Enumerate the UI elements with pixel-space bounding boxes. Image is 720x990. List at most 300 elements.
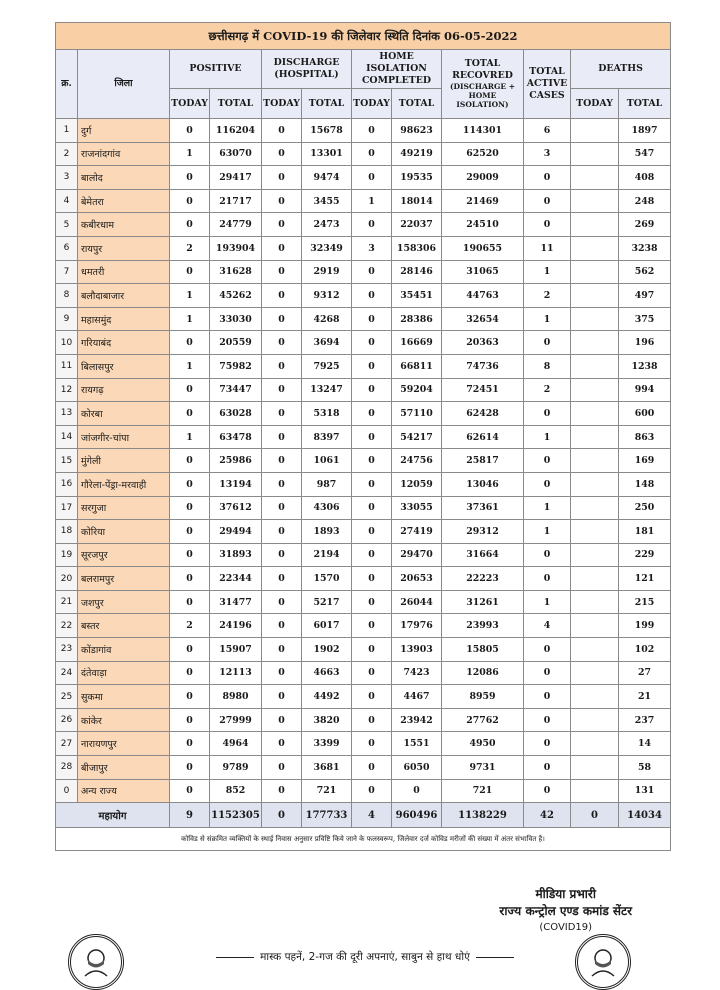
row-dis-total: 3820	[302, 708, 352, 732]
row-hi-total: 1551	[392, 732, 442, 756]
row-pos-total: 24779	[210, 213, 262, 237]
row-hi-today: 0	[352, 284, 392, 308]
subheader-total: TOTAL	[392, 89, 442, 119]
row-death-total: 3238	[619, 236, 671, 260]
header-deaths: DEATHS	[571, 50, 671, 89]
row-hi-total: 12059	[392, 472, 442, 496]
row-dis-today: 0	[262, 661, 302, 685]
row-death-total: 215	[619, 590, 671, 614]
row-dis-total: 2919	[302, 260, 352, 284]
row-pos-total: 13194	[210, 472, 262, 496]
row-hi-total: 27419	[392, 520, 442, 544]
masked-face-icon	[68, 934, 124, 990]
row-district: बलरामपुर	[78, 567, 170, 591]
row-hi-total: 22037	[392, 213, 442, 237]
row-hi-today: 0	[352, 520, 392, 544]
row-hi-total: 26044	[392, 590, 442, 614]
header-total-recovered-label: TOTAL RECOVRED	[452, 58, 513, 81]
row-district: राजनांदगांव	[78, 142, 170, 166]
row-death-today	[571, 213, 619, 237]
row-death-total: 196	[619, 331, 671, 355]
row-pos-today: 0	[170, 779, 210, 803]
row-sn: 11	[56, 354, 78, 378]
row-death-total: 121	[619, 567, 671, 591]
row-dis-total: 3399	[302, 732, 352, 756]
row-pos-today: 0	[170, 543, 210, 567]
row-dis-today: 0	[262, 402, 302, 426]
row-death-today	[571, 496, 619, 520]
row-dis-today: 0	[262, 732, 302, 756]
row-sn: 16	[56, 472, 78, 496]
row-dis-today: 0	[262, 284, 302, 308]
row-death-today	[571, 260, 619, 284]
row-death-total: 269	[619, 213, 671, 237]
row-active: 0	[524, 661, 571, 685]
row-pos-total: 4964	[210, 732, 262, 756]
row-pos-today: 0	[170, 520, 210, 544]
row-death-total: 181	[619, 520, 671, 544]
row-hi-total: 0	[392, 779, 442, 803]
row-sn: 8	[56, 284, 78, 308]
covid-report-sheet	[55, 22, 670, 851]
row-district: कोरबा	[78, 402, 170, 426]
row-hi-today: 0	[352, 779, 392, 803]
row-recovered: 190655	[442, 236, 524, 260]
row-death-today	[571, 756, 619, 780]
row-district: मुंगेली	[78, 449, 170, 473]
row-district: दुर्ग	[78, 119, 170, 143]
row-death-today	[571, 402, 619, 426]
row-death-total: 21	[619, 685, 671, 709]
row-dis-total: 987	[302, 472, 352, 496]
row-recovered: 721	[442, 779, 524, 803]
row-recovered: 12086	[442, 661, 524, 685]
row-pos-total: 63070	[210, 142, 262, 166]
row-dis-today: 0	[262, 354, 302, 378]
row-pos-today: 0	[170, 756, 210, 780]
row-dis-total: 13301	[302, 142, 352, 166]
row-active: 0	[524, 189, 571, 213]
row-death-total: 131	[619, 779, 671, 803]
row-active: 3	[524, 142, 571, 166]
row-hi-today: 1	[352, 189, 392, 213]
row-pos-today: 0	[170, 119, 210, 143]
table-row	[56, 425, 671, 449]
row-hi-total: 17976	[392, 614, 442, 638]
total-hi-total: 960496	[392, 803, 442, 828]
row-pos-today: 0	[170, 166, 210, 190]
row-pos-total: 29494	[210, 520, 262, 544]
signature-block	[499, 886, 632, 935]
row-death-total: 14	[619, 732, 671, 756]
row-dis-today: 0	[262, 119, 302, 143]
row-hi-today: 0	[352, 638, 392, 662]
table-row	[56, 284, 671, 308]
row-active: 1	[524, 260, 571, 284]
row-sn: 28	[56, 756, 78, 780]
row-dis-today: 0	[262, 472, 302, 496]
table-row	[56, 354, 671, 378]
row-dis-today: 0	[262, 543, 302, 567]
row-hi-total: 57110	[392, 402, 442, 426]
footnote: कोविड से संक्रमित व्यक्तियों के स्थाई निवास अनुसार प्रविष्टि किये जाने के फलस्वरूप, जिलेवार दर्ज कोविड मरीजों की संख्या में अंतर संभावित है।	[56, 828, 671, 851]
row-hi-total: 66811	[392, 354, 442, 378]
row-recovered: 20363	[442, 331, 524, 355]
slogan-line	[135, 950, 595, 964]
table-row	[56, 331, 671, 355]
table-row	[56, 520, 671, 544]
header-sn: क्र.	[56, 50, 78, 119]
total-hi-today: 4	[352, 803, 392, 828]
row-dis-total: 8397	[302, 425, 352, 449]
row-hi-today: 0	[352, 732, 392, 756]
row-death-total: 102	[619, 638, 671, 662]
table-row	[56, 260, 671, 284]
row-dis-today: 0	[262, 614, 302, 638]
row-death-total: 1897	[619, 119, 671, 143]
table-row	[56, 166, 671, 190]
row-recovered: 114301	[442, 119, 524, 143]
row-sn: 18	[56, 520, 78, 544]
row-district: कोंडागांव	[78, 638, 170, 662]
row-recovered: 13046	[442, 472, 524, 496]
table-row	[56, 590, 671, 614]
row-district: बिलासपुर	[78, 354, 170, 378]
row-hi-today: 0	[352, 213, 392, 237]
table-row	[56, 614, 671, 638]
row-hi-today: 0	[352, 307, 392, 331]
row-death-total: 408	[619, 166, 671, 190]
row-dis-total: 1893	[302, 520, 352, 544]
table-row	[56, 708, 671, 732]
header-home-isolation: HOME ISOLATION COMPLETED	[352, 50, 442, 89]
row-hi-today: 0	[352, 449, 392, 473]
row-dis-total: 7925	[302, 354, 352, 378]
row-district: सूरजपुर	[78, 543, 170, 567]
row-death-today	[571, 708, 619, 732]
subheader-today: TODAY	[571, 89, 619, 119]
signature-line-2: राज्य कन्ट्रोल एण्ड कमांड सेंटर	[499, 904, 632, 919]
row-pos-today: 0	[170, 590, 210, 614]
total-pos-today: 9	[170, 803, 210, 828]
row-death-today	[571, 661, 619, 685]
row-pos-total: 193904	[210, 236, 262, 260]
table-row	[56, 236, 671, 260]
row-district: जशपुर	[78, 590, 170, 614]
row-sn: 23	[56, 638, 78, 662]
row-death-today	[571, 354, 619, 378]
row-recovered: 21469	[442, 189, 524, 213]
subheader-today: TODAY	[352, 89, 392, 119]
header-total-active: TOTAL ACTIVE CASES	[524, 50, 571, 119]
row-hi-total: 49219	[392, 142, 442, 166]
row-dis-today: 0	[262, 189, 302, 213]
row-active: 11	[524, 236, 571, 260]
row-recovered: 37361	[442, 496, 524, 520]
row-dis-today: 0	[262, 708, 302, 732]
row-hi-total: 54217	[392, 425, 442, 449]
row-hi-today: 0	[352, 685, 392, 709]
row-death-total: 497	[619, 284, 671, 308]
row-active: 0	[524, 543, 571, 567]
row-pos-today: 1	[170, 354, 210, 378]
row-recovered: 27762	[442, 708, 524, 732]
table-row	[56, 496, 671, 520]
row-hi-today: 0	[352, 543, 392, 567]
row-sn: 19	[56, 543, 78, 567]
row-active: 0	[524, 213, 571, 237]
row-death-today	[571, 119, 619, 143]
row-active: 0	[524, 732, 571, 756]
row-recovered: 31065	[442, 260, 524, 284]
row-death-today	[571, 590, 619, 614]
row-hi-today: 0	[352, 166, 392, 190]
row-dis-total: 3694	[302, 331, 352, 355]
row-pos-today: 0	[170, 661, 210, 685]
row-active: 4	[524, 614, 571, 638]
row-hi-today: 0	[352, 354, 392, 378]
row-sn: 5	[56, 213, 78, 237]
row-death-today	[571, 378, 619, 402]
row-dis-total: 2473	[302, 213, 352, 237]
row-death-today	[571, 567, 619, 591]
row-recovered: 8959	[442, 685, 524, 709]
row-sn: 9	[56, 307, 78, 331]
row-death-today	[571, 236, 619, 260]
row-recovered: 31261	[442, 590, 524, 614]
row-death-total: 863	[619, 425, 671, 449]
row-hi-today: 0	[352, 496, 392, 520]
table-row	[56, 638, 671, 662]
row-dis-today: 0	[262, 520, 302, 544]
row-hi-today: 0	[352, 425, 392, 449]
row-active: 0	[524, 472, 571, 496]
row-hi-total: 35451	[392, 284, 442, 308]
row-sn: 13	[56, 402, 78, 426]
row-recovered: 62428	[442, 402, 524, 426]
row-hi-total: 20653	[392, 567, 442, 591]
row-dis-total: 3681	[302, 756, 352, 780]
total-recovered: 1138229	[442, 803, 524, 828]
row-pos-today: 2	[170, 614, 210, 638]
row-death-total: 58	[619, 756, 671, 780]
row-dis-total: 9474	[302, 166, 352, 190]
arrow-left-icon	[216, 957, 254, 958]
row-pos-today: 0	[170, 331, 210, 355]
header-total-recovered	[442, 50, 524, 119]
row-dis-today: 0	[262, 307, 302, 331]
row-dis-today: 0	[262, 425, 302, 449]
row-district: महासमुंद	[78, 307, 170, 331]
row-hi-today: 0	[352, 260, 392, 284]
row-death-total: 199	[619, 614, 671, 638]
row-dis-today: 0	[262, 260, 302, 284]
row-death-total: 562	[619, 260, 671, 284]
row-sn: 20	[56, 567, 78, 591]
row-death-total: 248	[619, 189, 671, 213]
row-recovered: 24510	[442, 213, 524, 237]
row-hi-total: 98623	[392, 119, 442, 143]
row-hi-total: 24756	[392, 449, 442, 473]
signature-line-3: (COVID19)	[539, 921, 593, 933]
row-district: रायपुर	[78, 236, 170, 260]
row-active: 1	[524, 590, 571, 614]
table-row	[56, 402, 671, 426]
row-pos-today: 0	[170, 472, 210, 496]
row-hi-today: 0	[352, 567, 392, 591]
subheader-today: TODAY	[170, 89, 210, 119]
row-dis-total: 3455	[302, 189, 352, 213]
row-sn: 6	[56, 236, 78, 260]
row-pos-today: 0	[170, 213, 210, 237]
row-death-today	[571, 142, 619, 166]
total-death-total: 14034	[619, 803, 671, 828]
row-district: नारायणपुर	[78, 732, 170, 756]
row-hi-total: 19535	[392, 166, 442, 190]
row-recovered: 62520	[442, 142, 524, 166]
row-hi-today: 0	[352, 472, 392, 496]
row-dis-total: 1570	[302, 567, 352, 591]
row-dis-total: 721	[302, 779, 352, 803]
row-recovered: 29009	[442, 166, 524, 190]
row-sn: 12	[56, 378, 78, 402]
table-row	[56, 189, 671, 213]
row-recovered: 29312	[442, 520, 524, 544]
row-death-today	[571, 732, 619, 756]
table-row	[56, 543, 671, 567]
row-pos-total: 20559	[210, 331, 262, 355]
row-death-today	[571, 638, 619, 662]
row-active: 0	[524, 166, 571, 190]
row-district: रायगढ़	[78, 378, 170, 402]
row-dis-today: 0	[262, 449, 302, 473]
row-dis-today: 0	[262, 236, 302, 260]
row-pos-today: 0	[170, 260, 210, 284]
row-hi-total: 28386	[392, 307, 442, 331]
arrow-right-icon	[476, 957, 514, 958]
row-hi-total: 23942	[392, 708, 442, 732]
row-sn: 0	[56, 779, 78, 803]
table-row	[56, 307, 671, 331]
slogan-text: मास्क पहनें, 2-गज की दूरी अपनाएं, साबुन से हाथ धोएं	[260, 951, 470, 963]
row-death-total: 250	[619, 496, 671, 520]
row-hi-today: 0	[352, 661, 392, 685]
row-district: दंतेवाड़ा	[78, 661, 170, 685]
row-district: बीजापुर	[78, 756, 170, 780]
row-active: 0	[524, 331, 571, 355]
row-death-total: 994	[619, 378, 671, 402]
row-dis-total: 1061	[302, 449, 352, 473]
row-hi-today: 0	[352, 756, 392, 780]
row-active: 1	[524, 425, 571, 449]
row-recovered: 44763	[442, 284, 524, 308]
masked-face-icon	[575, 934, 631, 990]
row-hi-total: 33055	[392, 496, 442, 520]
table-row	[56, 732, 671, 756]
row-district: अन्य राज्य	[78, 779, 170, 803]
row-sn: 2	[56, 142, 78, 166]
table-row	[56, 142, 671, 166]
row-death-today	[571, 189, 619, 213]
row-pos-total: 63028	[210, 402, 262, 426]
row-hi-today: 3	[352, 236, 392, 260]
row-hi-total: 13903	[392, 638, 442, 662]
table-row	[56, 378, 671, 402]
row-death-today	[571, 166, 619, 190]
table-row	[56, 661, 671, 685]
row-pos-total: 15907	[210, 638, 262, 662]
row-dis-today: 0	[262, 142, 302, 166]
row-active: 0	[524, 779, 571, 803]
subheader-total: TOTAL	[302, 89, 352, 119]
table-body	[56, 119, 671, 803]
row-hi-total: 6050	[392, 756, 442, 780]
row-dis-total: 4492	[302, 685, 352, 709]
row-pos-total: 24196	[210, 614, 262, 638]
row-recovered: 23993	[442, 614, 524, 638]
row-pos-total: 9789	[210, 756, 262, 780]
row-dis-today: 0	[262, 166, 302, 190]
row-pos-today: 1	[170, 284, 210, 308]
row-sn: 24	[56, 661, 78, 685]
row-death-today	[571, 543, 619, 567]
row-active: 0	[524, 708, 571, 732]
row-active: 0	[524, 402, 571, 426]
row-recovered: 25817	[442, 449, 524, 473]
row-dis-today: 0	[262, 496, 302, 520]
row-death-total: 169	[619, 449, 671, 473]
row-sn: 25	[56, 685, 78, 709]
row-recovered: 9731	[442, 756, 524, 780]
row-dis-today: 0	[262, 638, 302, 662]
row-pos-total: 852	[210, 779, 262, 803]
row-pos-today: 0	[170, 685, 210, 709]
row-pos-total: 37612	[210, 496, 262, 520]
table-row	[56, 449, 671, 473]
header-district: जिला	[78, 50, 170, 119]
row-hi-total: 4467	[392, 685, 442, 709]
row-pos-today: 1	[170, 425, 210, 449]
subheader-total: TOTAL	[210, 89, 262, 119]
row-district: सुकमा	[78, 685, 170, 709]
row-pos-total: 27999	[210, 708, 262, 732]
row-pos-total: 31477	[210, 590, 262, 614]
row-pos-total: 12113	[210, 661, 262, 685]
row-death-today	[571, 472, 619, 496]
row-pos-today: 0	[170, 708, 210, 732]
header-discharge: DISCHARGE (HOSPITAL)	[262, 50, 352, 89]
row-district: बालोद	[78, 166, 170, 190]
row-death-today	[571, 425, 619, 449]
row-district: सरगुजा	[78, 496, 170, 520]
row-pos-total: 45262	[210, 284, 262, 308]
row-active: 1	[524, 496, 571, 520]
row-district: कोरिया	[78, 520, 170, 544]
table-row	[56, 119, 671, 143]
row-dis-today: 0	[262, 779, 302, 803]
district-table	[55, 22, 671, 851]
row-hi-total: 18014	[392, 189, 442, 213]
row-death-today	[571, 685, 619, 709]
row-hi-today: 0	[352, 708, 392, 732]
row-dis-total: 5217	[302, 590, 352, 614]
row-recovered: 4950	[442, 732, 524, 756]
row-pos-total: 25986	[210, 449, 262, 473]
row-pos-total: 21717	[210, 189, 262, 213]
total-death-today: 0	[571, 803, 619, 828]
row-pos-today: 0	[170, 567, 210, 591]
header-positive: POSITIVE	[170, 50, 262, 89]
